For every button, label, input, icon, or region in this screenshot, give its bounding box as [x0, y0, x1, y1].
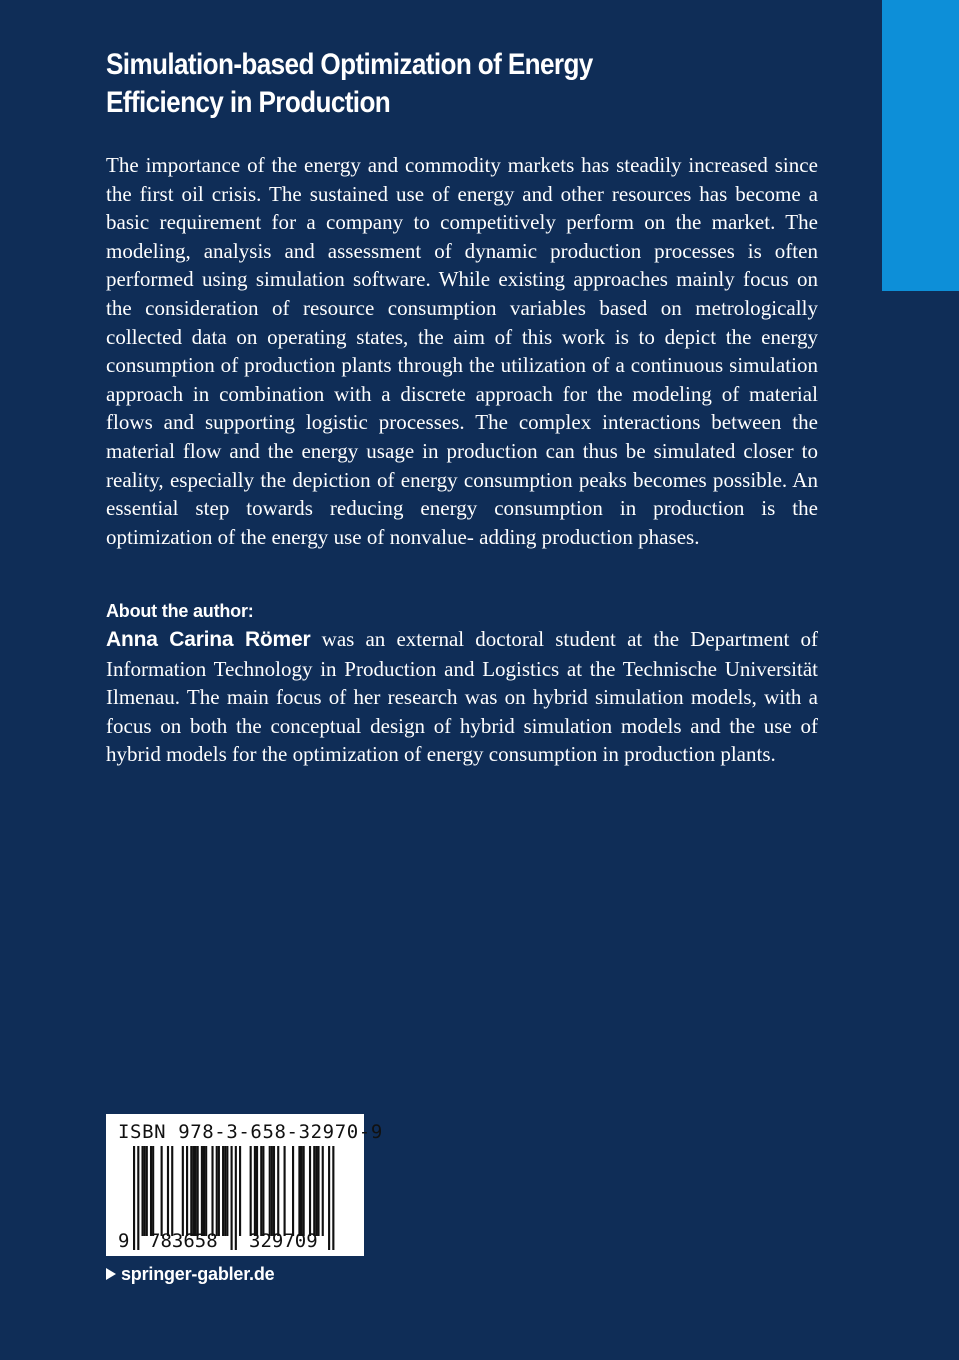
book-title: Simulation-based Optimization of Energy Efficiency in Production	[106, 48, 593, 119]
barcode-bar	[150, 1146, 152, 1236]
barcode-bar	[224, 1146, 226, 1236]
barcode-bar	[194, 1146, 196, 1236]
barcode-bar	[313, 1146, 315, 1236]
barcode-bar	[171, 1146, 173, 1236]
barcode-bar	[133, 1146, 135, 1250]
author-biography	[106, 625, 818, 769]
barcode-bar	[250, 1146, 252, 1236]
barcode-bar	[328, 1146, 330, 1250]
barcode-bar	[152, 1146, 154, 1236]
barcode-left-digits: 783658	[149, 1230, 218, 1252]
barcode-bar	[303, 1146, 305, 1236]
barcode-bar	[146, 1146, 148, 1236]
author-heading: About the author:	[106, 601, 254, 621]
barcode-bar	[300, 1146, 302, 1236]
isbn-label: ISBN 978-3-658-32970-9	[118, 1121, 383, 1143]
barcode-bar	[203, 1146, 205, 1236]
barcode-bar	[201, 1146, 203, 1236]
barcode-bar	[226, 1146, 228, 1236]
author-description: was an external doctoral student at the Department of Information Technology in Production and Logistics at the Technische Universität Ilmenau. The main focus of her research was on hybrid simulation models, with a focus on both the conceptual design of hybrid simulation models and the use of hybrid models for the optimization of energy consumption in production plants.	[106, 627, 818, 767]
barcode-bar	[186, 1146, 188, 1236]
barcode-bar	[269, 1146, 271, 1236]
barcode-bar	[211, 1146, 213, 1236]
barcode-bar	[256, 1146, 258, 1236]
barcode-bar	[222, 1146, 224, 1236]
barcode-bar	[231, 1146, 233, 1250]
barcode-bar	[273, 1146, 275, 1236]
barcode-bar	[235, 1146, 237, 1250]
book-description: The importance of the energy and commodity markets has steadily increased since the first oil crisis. The sustained use of energy and other resources has become a basic requirement for a company to competitively perform on the market. The modeling, analysis and assessment of dynamic production processes is often performed using simulation software. While existing approaches mainly focus on the consideration of resource consumption variables based on metrologically collected data on operating states, the aim of this work is to depict the energy consumption of production plants through the utilization of a continuous simulation approach in combination with a discrete approach for the modeling of material flows and supporting logistic processes. The complex interactions between the material flow and the energy usage in production can thus be simulated closer to reality, especially the depiction of energy consumption peaks becomes possible. An essential step towards reducing energy consumption in production is the optimization of the energy use of nonvalue- adding production phases.	[106, 153, 818, 549]
barcode-bar	[254, 1146, 256, 1236]
author-name: Anna Carina Römer	[106, 628, 311, 651]
publisher-website	[106, 1263, 274, 1285]
barcode-bar	[271, 1146, 273, 1236]
barcode-bar	[205, 1146, 207, 1236]
barcode-bar	[262, 1146, 264, 1236]
publisher-website-text: springer-gabler.de	[121, 1264, 275, 1284]
barcode-bar	[260, 1146, 262, 1236]
barcode-bar	[141, 1146, 143, 1236]
barcode-bar	[167, 1146, 169, 1236]
barcode-bar	[197, 1146, 199, 1236]
barcode-bar	[144, 1146, 146, 1236]
barcode-bar	[216, 1146, 218, 1236]
barcode-bar	[137, 1146, 139, 1250]
barcode-bar	[161, 1146, 163, 1236]
barcode-bar	[182, 1146, 184, 1236]
arrow-right-icon	[106, 1268, 116, 1280]
barcode-bar	[277, 1146, 279, 1236]
barcode-bar	[192, 1146, 194, 1236]
barcode-right-digits: 329709	[249, 1230, 318, 1252]
barcode-bar	[239, 1146, 241, 1236]
barcode-bar	[309, 1146, 311, 1236]
barcode-bar	[292, 1146, 294, 1236]
barcode-bar	[298, 1146, 300, 1236]
barcode-first-digit: 9	[118, 1230, 130, 1252]
isbn-barcode	[106, 1114, 383, 1256]
barcode-bar	[284, 1146, 286, 1236]
barcode-bar	[332, 1146, 334, 1250]
blue-accent-bar	[882, 0, 959, 291]
barcode-bar	[322, 1146, 324, 1236]
barcode-bar	[190, 1146, 192, 1236]
barcode-bar	[317, 1146, 319, 1236]
barcode-bar	[315, 1146, 317, 1236]
barcode-bar	[218, 1146, 220, 1236]
